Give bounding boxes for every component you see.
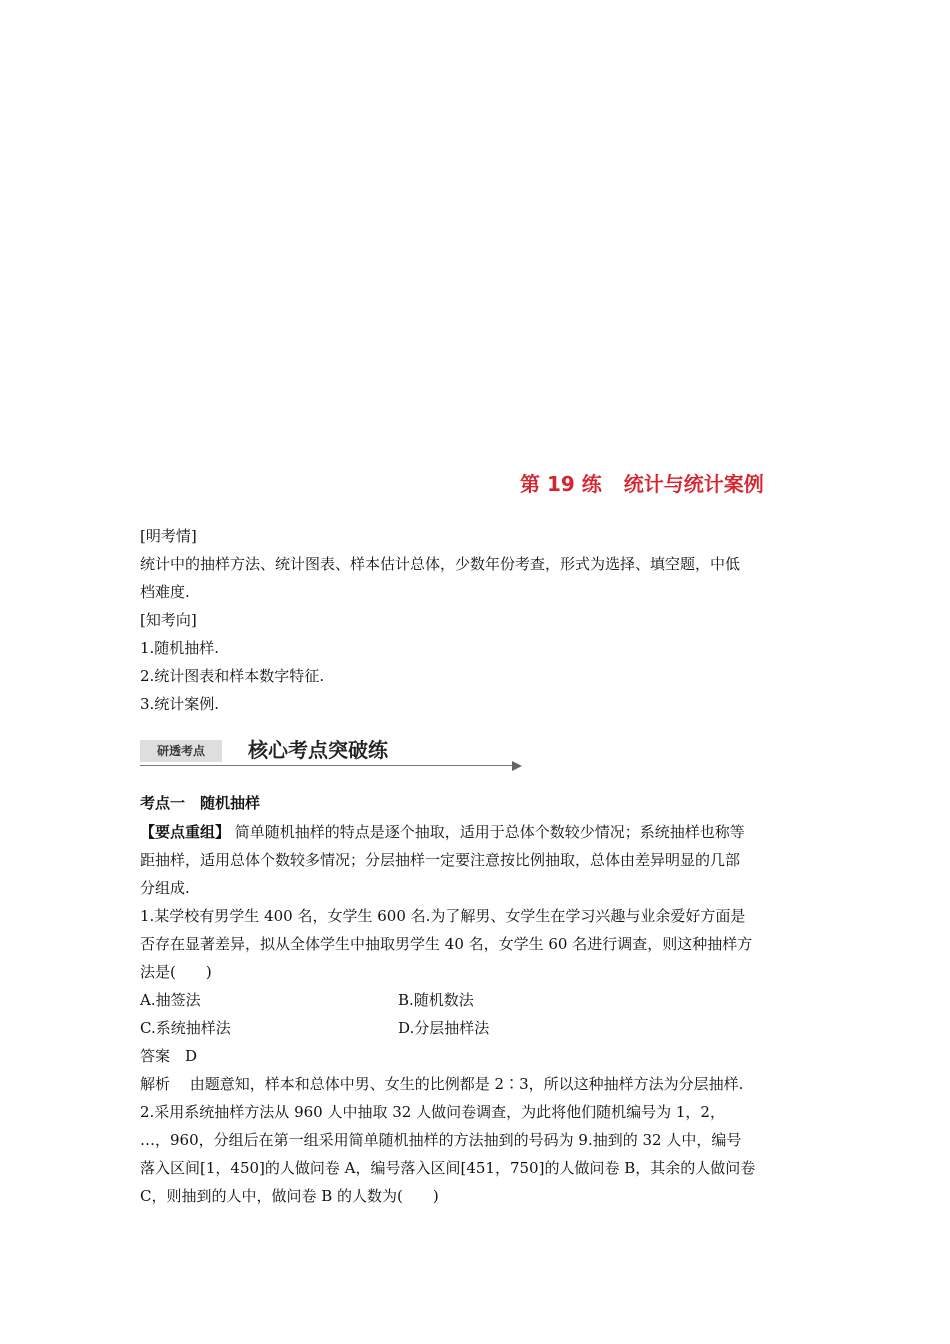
question-line: 2.采用系统抽样方法从 960 人中抽取 32 人做问卷调查，为此将他们随机编号为 1，2，: [140, 1103, 725, 1121]
question-2: [140, 1098, 812, 1210]
section-heading: 考点一 随机抽样: [140, 794, 261, 812]
question-line: 法是( ): [140, 963, 212, 981]
title-topic: 统计与统计案例: [623, 472, 764, 496]
option-b: B.随机数法: [398, 991, 474, 1009]
question-1: [140, 902, 812, 1098]
intro-line: [知考向]: [140, 611, 197, 629]
intro-line: 1.随机抽样.: [140, 639, 220, 657]
intro-block: [140, 522, 812, 718]
key-points-line: 分组成.: [140, 879, 190, 897]
option-d: D.分层抽样法: [398, 1019, 490, 1037]
intro-line: 2.统计图表和样本数字特征.: [140, 667, 325, 685]
section-banner: [140, 732, 522, 772]
page-title: [520, 468, 764, 497]
key-points-line: 距抽样，适用总体个数较多情况；分层抽样一定要注意按比例抽取，总体由差异明显的几部: [140, 851, 741, 869]
question-line: C，则抽到的人中，做问卷 B 的人数为( ): [140, 1187, 439, 1205]
question-line: 否存在显著差异，拟从全体学生中抽取男学生 40 名，女学生 60 名进行调查，则这种抽样方: [140, 935, 753, 953]
question-line: 1.某学校有男学生 400 名，女学生 600 名.为了解男、女学生在学习兴趣与业余爱好方面是: [140, 907, 746, 925]
intro-line: 统计中的抽样方法、统计图表、样本估计总体，少数年份考查，形式为选择、填空题，中低: [140, 555, 741, 573]
key-points-label: 【要点重组】: [140, 823, 231, 841]
question-line: 落入区间[1，450]的人做问卷 A，编号落入区间[451，750]的人做问卷 B，其余的人做问卷: [140, 1159, 756, 1177]
option-c: C.系统抽样法: [140, 1019, 231, 1037]
answer-line: 答案 D: [140, 1047, 198, 1065]
intro-line: 档难度.: [140, 583, 190, 601]
analysis-line: 解析 由题意知，样本和总体中男、女生的比例都是 2∶3，所以这种抽样方法为分层抽样.: [140, 1075, 744, 1093]
key-points-block: [140, 818, 812, 902]
option-a: A.抽签法: [140, 991, 201, 1009]
question-line: …，960，分组后在第一组采用简单随机抽样的方法抽到的号码为 9.抽到的 32 人中，编号: [140, 1131, 742, 1149]
banner-rule: [140, 765, 512, 766]
banner-tag: 研透考点: [140, 740, 222, 762]
key-points-line: 简单随机抽样的特点是逐个抽取，适用于总体个数较少情况；系统抽样也称等: [234, 823, 745, 841]
banner-heading: 核心考点突破练: [248, 738, 388, 762]
intro-line: 3.统计案例.: [140, 695, 220, 713]
options-row: [140, 986, 812, 1014]
intro-line: [明考情]: [140, 527, 197, 545]
title-number: 第 19 练: [520, 472, 602, 496]
options-row: [140, 1014, 812, 1042]
arrow-right-icon: [512, 761, 522, 771]
